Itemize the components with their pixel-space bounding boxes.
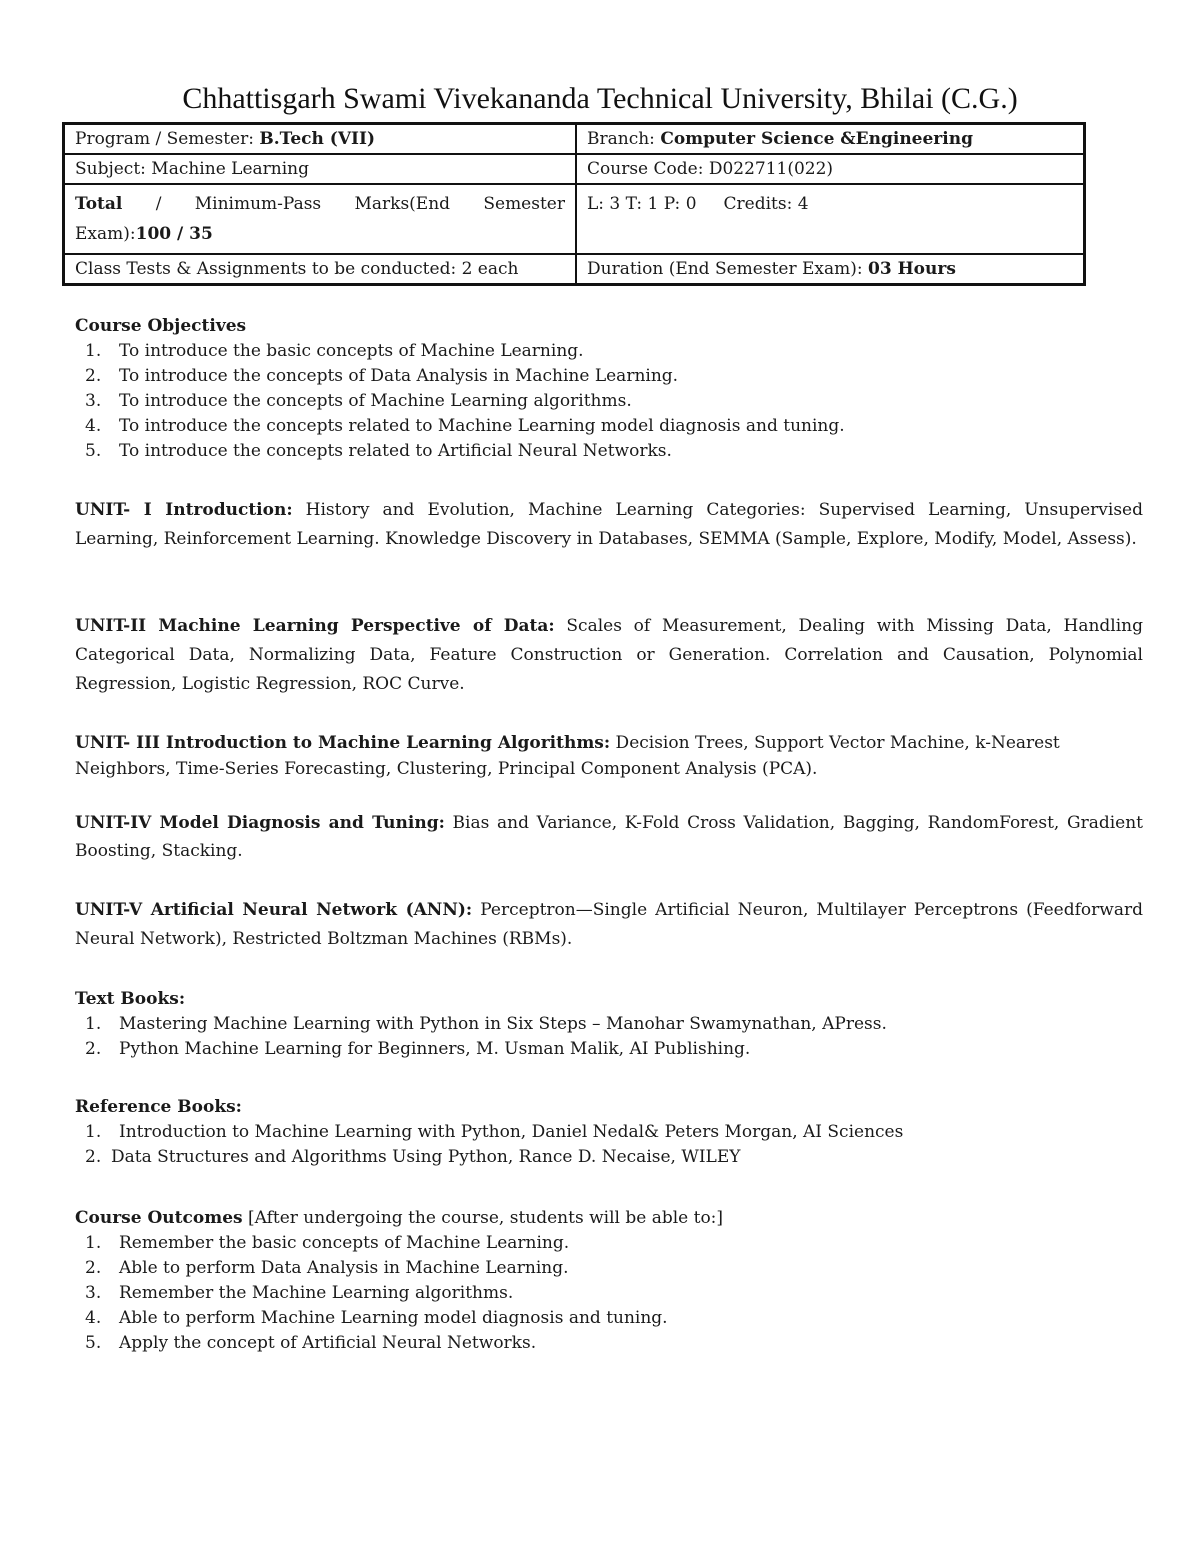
marks-label-exam: Exam):: [75, 224, 136, 244]
unit-5-title: UNIT-V Artificial Neural Network (ANN):: [75, 900, 473, 920]
list-item: 1. Introduction to Machine Learning with Python, Daniel Nedal& Peters Morgan, AI Sciences: [85, 1122, 904, 1142]
unit-3-title: UNIT- III Introduction to Machine Learning Algorithms:: [75, 733, 611, 753]
list-item: 2. Data Structures and Algorithms Using Python, Rance D. Necaise, WILEY: [85, 1147, 741, 1167]
course-outcomes-subheading: [After undergoing the course, students will be able to:]: [242, 1208, 724, 1228]
unit-1-body: History and Evolution, Machine Learning Categories: Supervised Learning, Unsupervised Learning, Reinforcement Learning. Knowledge Discovery in Databases, SEMMA (Sample, Explore, Modify, Model, Assess).: [75, 500, 1144, 549]
text-books-list: [75, 1012, 1143, 1062]
marks-label-semester: Semester: [483, 194, 565, 214]
unit-1-title: UNIT- I Introduction:: [75, 500, 293, 520]
course-outcomes-heading: Course Outcomes: [75, 1208, 243, 1228]
course-objectives-heading: Course Objectives: [75, 316, 247, 336]
unit-4: [75, 809, 1143, 865]
branch-label: Branch:: [587, 129, 655, 149]
reference-books-heading: Reference Books:: [75, 1097, 242, 1117]
list-item: 2. To introduce the concepts of Data Analysis in Machine Learning.: [85, 366, 679, 386]
unit-2: [75, 612, 1143, 699]
duration-value: 03 Hours: [868, 259, 956, 279]
program-label: Program / Semester:: [75, 129, 254, 149]
marks-label-total: Total: [75, 194, 123, 214]
branch-value: Computer Science &Engineering: [660, 129, 973, 149]
course-outcomes-heading-row: [75, 1206, 1143, 1231]
text-books-heading: Text Books:: [75, 989, 186, 1009]
list-item: 2. Able to perform Data Analysis in Machine Learning.: [85, 1258, 569, 1278]
subject-label: Subject:: [75, 159, 146, 179]
course-objectives-list: [75, 339, 1143, 464]
class-tests-cell: [64, 254, 577, 285]
branch-cell: [576, 124, 1085, 155]
marks-cell: [64, 184, 577, 254]
program-cell: [64, 124, 577, 155]
class-tests-text: Class Tests & Assignments to be conducted: 2 each: [75, 259, 519, 279]
list-item: 4. To introduce the concepts related to Machine Learning model diagnosis and tuning.: [85, 416, 845, 436]
reference-books-list: [75, 1120, 1143, 1170]
course-outcomes-list: [75, 1231, 1143, 1356]
marks-label-slash: /: [155, 194, 162, 214]
list-item: 2. Python Machine Learning for Beginners, M. Usman Malik, AI Publishing.: [85, 1039, 751, 1059]
subject-cell: [64, 154, 577, 184]
list-item: 1. To introduce the basic concepts of Machine Learning.: [85, 341, 584, 361]
duration-cell: [576, 254, 1085, 285]
marks-value-row: [75, 219, 565, 249]
duration-label: Duration (End Semester Exam):: [587, 259, 863, 279]
program-value: B.Tech (VII): [259, 129, 375, 149]
unit-3-body: Decision Trees, Support Vector Machine, k-Nearest Neighbors, Time-Series Forecasting, Clustering, Principal Component Analysis (PCA).: [75, 733, 1060, 779]
reference-books-section: [75, 1095, 1143, 1170]
text-books-section: [75, 987, 1143, 1062]
subject-value: Machine Learning: [151, 159, 309, 179]
unit-4-body: Bias and Variance, K-Fold Cross Validation, Bagging, RandomForest, Gradient Boosting, Stacking.: [75, 813, 1143, 861]
marks-label-minpass: Minimum-Pass: [194, 194, 322, 214]
course-code-cell: [576, 154, 1085, 184]
marks-label-row: [75, 189, 565, 219]
marks-label-marks: Marks(End: [354, 194, 451, 214]
unit-2-title: UNIT-II Machine Learning Perspective of Data:: [75, 616, 555, 636]
unit-5-body: Perceptron—Single Artificial Neuron, Multilayer Perceptrons (Feedforward Neural Network), Restricted Boltzman Machines (RBMs).: [75, 900, 1143, 949]
credits-cell: [576, 184, 1085, 254]
unit-1: [75, 496, 1143, 554]
course-outcomes-section: [75, 1206, 1143, 1356]
unit-3: [75, 730, 1075, 782]
list-item: 5. To introduce the concepts related to Artificial Neural Networks.: [85, 441, 672, 461]
course-code-label: Course Code:: [587, 159, 704, 179]
list-item: 3. To introduce the concepts of Machine Learning algorithms.: [85, 391, 632, 411]
course-objectives-section: [75, 314, 1143, 464]
ltp-value: L: 3 T: 1 P: 0: [587, 194, 697, 214]
list-item: 3. Remember the Machine Learning algorithms.: [85, 1283, 514, 1303]
course-code-value: D022711(022): [708, 159, 834, 179]
credits-value: Credits: 4: [723, 194, 809, 214]
unit-4-title: UNIT-IV Model Diagnosis and Tuning:: [75, 813, 445, 833]
list-item: 4. Able to perform Machine Learning model diagnosis and tuning.: [85, 1308, 668, 1328]
university-title: Chhattisgarh Swami Vivekananda Technical University, Bhilai (C.G.): [182, 82, 1018, 115]
list-item: 5. Apply the concept of Artificial Neural Networks.: [85, 1333, 537, 1353]
unit-5: [75, 896, 1143, 954]
list-item: 1. Remember the basic concepts of Machine Learning.: [85, 1233, 570, 1253]
marks-value: 100 / 35: [135, 224, 213, 244]
list-item: 1. Mastering Machine Learning with Python in Six Steps – Manohar Swamynathan, APress.: [85, 1014, 887, 1034]
course-info-table: [62, 122, 1086, 286]
unit-2-body: Scales of Measurement, Dealing with Missing Data, Handling Categorical Data, Normalizing Data, Feature Construction or Generation. Correlation and Causation, Polynomial Regression, Logistic Regression, ROC Curve.: [75, 616, 1143, 694]
